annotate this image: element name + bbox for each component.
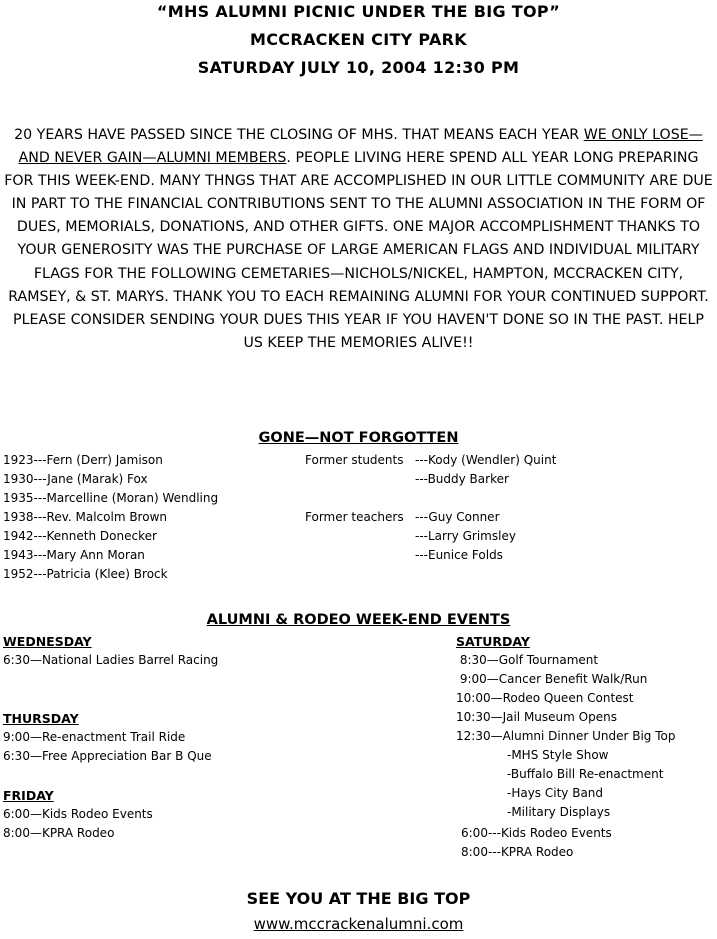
event-date: SATURDAY JULY 10, 2004 12:30 PM xyxy=(197,58,520,77)
event-item: 9:00—Cancer Benefit Walk/Run xyxy=(456,672,648,686)
event-item: 6:00---Kids Rodeo Events xyxy=(461,826,612,840)
alumni-entry: 1930---Jane (Marak) Fox xyxy=(3,472,148,486)
alumni-entry: 1935---Marcelline (Moran) Wendling xyxy=(3,491,219,505)
letter-body xyxy=(4,124,713,355)
event-location: MCCRACKEN CITY PARK xyxy=(250,30,467,49)
letter-part-2: . PEOPLE LIVING HERE SPEND ALL YEAR LONG PREPARING FOR THIS WEEK-END. MANY THNGS THAT ARE ACCOMPLISHED IN OUR LITTLE COMMUNITY ARE DUE IN PART TO THE FINANCIAL CONTRIBUTIONS SENT TO THE ALUMNI ASSOCIATION IN THE FORM OF DUES, MEMORIALS, DONATIONS, AND OTHER GIFTS. ONE MAJOR ACCOMPLISHMENT THANKS TO YOUR GENEROSITY WAS THE PURCHASE OF LARGE AMERICAN FLAGS AND INDIVIDUAL MILITARY FLAGS FOR THE FOLLOWING CEMETARIES—NICHOLS/NICKEL, HAMPTON, MCCRACKEN CITY, RAMSEY, & ST. MARYS. THANK YOU TO EACH REMAINING ALUMNI FOR YOUR CONTINUED SUPPORT. PLEASE CONSIDER SENDING YOUR DUES THIS YEAR IF YOU HAVEN'T DONE SO IN THE PAST. HELP US KEEP THE MEMORIES ALIVE!! xyxy=(4,150,713,351)
wednesday-heading: WEDNESDAY xyxy=(3,634,92,649)
event-item: 9:00—Re-enactment Trail Ride xyxy=(3,730,186,744)
event-item: 6:30—National Ladies Barrel Racing xyxy=(3,653,219,667)
event-item: 10:00—Rodeo Queen Contest xyxy=(456,691,634,705)
letter-part-1: 20 YEARS HAVE PASSED SINCE THE CLOSING OF MHS. THAT MEANS EACH YEAR xyxy=(14,127,584,143)
saturday-heading: SATURDAY xyxy=(456,634,530,649)
former-students-label: Former students xyxy=(305,453,404,467)
former-teacher-entry: ---Guy Conner xyxy=(415,510,500,524)
events-heading: ALUMNI & RODEO WEEK-END EVENTS xyxy=(206,612,511,628)
event-item: 10:30—Jail Museum Opens xyxy=(456,710,617,724)
former-student-entry: ---Buddy Barker xyxy=(415,472,509,486)
event-item: 8:00—KPRA Rodeo xyxy=(3,826,115,840)
former-teacher-entry: ---Eunice Folds xyxy=(415,548,503,562)
event-subitem: -MHS Style Show xyxy=(507,748,609,762)
event-item: 12:30—Alumni Dinner Under Big Top xyxy=(456,729,676,743)
letter-underlined: WE ONLY LOSE—AND NEVER GAIN—ALUMNI MEMBERS xyxy=(18,127,703,167)
event-title: “MHS ALUMNI PICNIC UNDER THE BIG TOP” xyxy=(156,2,561,21)
former-teachers-label: Former teachers xyxy=(305,510,404,524)
event-subitem: -Military Displays xyxy=(507,805,611,819)
event-item: 8:00---KPRA Rodeo xyxy=(461,845,574,859)
alumni-entry: 1923---Fern (Derr) Jamison xyxy=(3,453,163,467)
alumni-entry: 1938---Rev. Malcolm Brown xyxy=(3,510,167,524)
website-link[interactable]: www.mccrackenalumni.com xyxy=(253,915,464,933)
event-item: 6:00—Kids Rodeo Events xyxy=(3,807,153,821)
former-student-entry: ---Kody (Wendler) Quint xyxy=(415,453,557,467)
event-subitem: -Buffalo Bill Re-enactment xyxy=(507,767,664,781)
friday-heading: FRIDAY xyxy=(3,788,54,803)
footer-tagline: SEE YOU AT THE BIG TOP xyxy=(246,889,471,908)
alumni-entry: 1942---Kenneth Donecker xyxy=(3,529,157,543)
event-item: 6:30—Free Appreciation Bar B Que xyxy=(3,749,212,763)
event-item: 8:30—Golf Tournament xyxy=(456,653,599,667)
alumni-entry: 1952---Patricia (Klee) Brock xyxy=(3,567,168,581)
alumni-entry: 1943---Mary Ann Moran xyxy=(3,548,145,562)
thursday-heading: THURSDAY xyxy=(3,711,79,726)
memorial-heading: GONE—NOT FORGOTTEN xyxy=(258,430,459,446)
event-subitem: -Hays City Band xyxy=(507,786,604,800)
former-teacher-entry: ---Larry Grimsley xyxy=(415,529,516,543)
